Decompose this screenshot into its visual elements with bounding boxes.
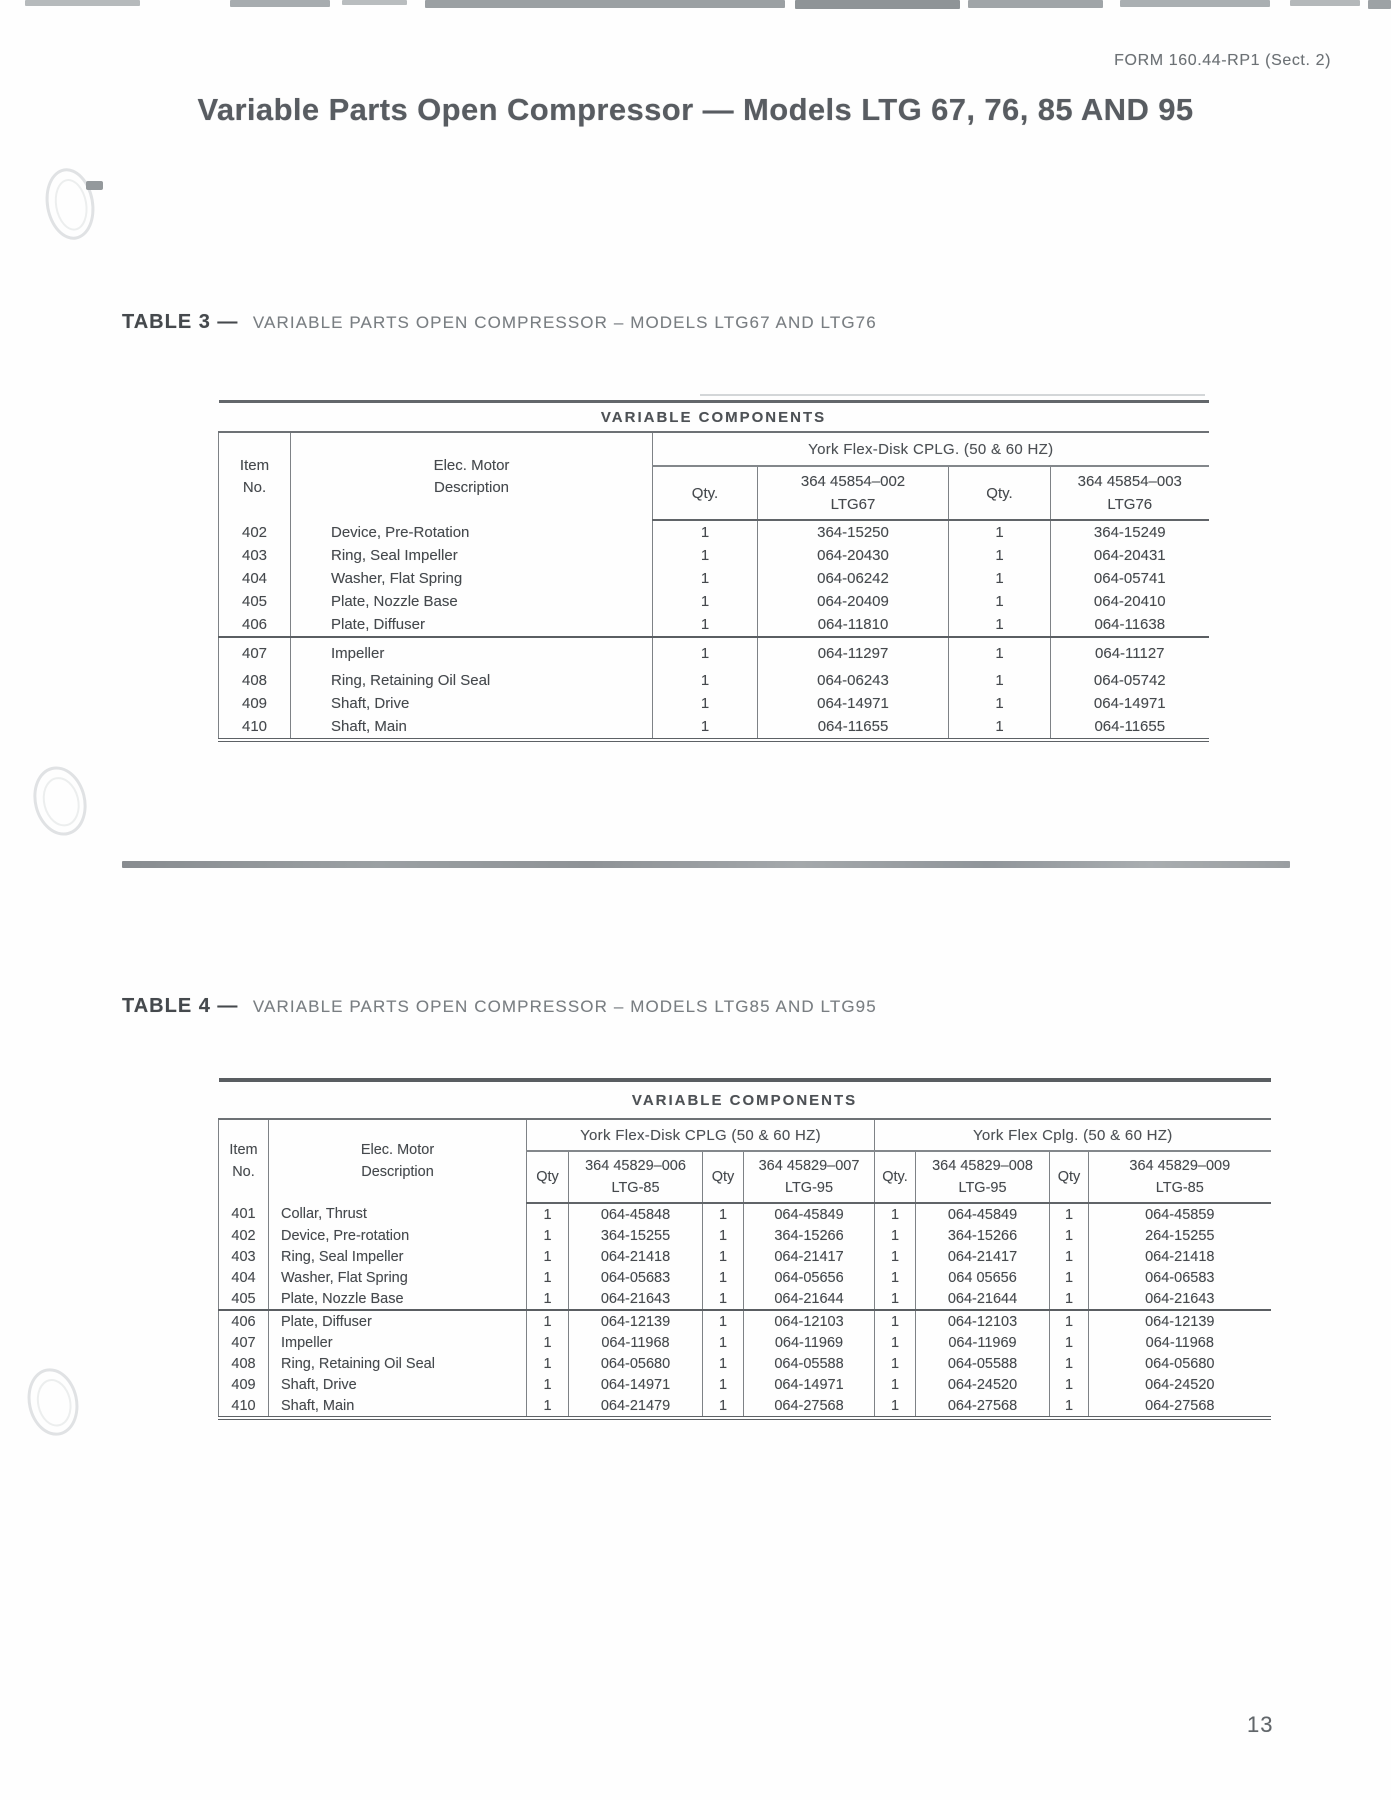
table-row (219, 544, 1209, 567)
cell-description: Plate, Nozzle Base (291, 590, 653, 613)
cell-qty: 1 (703, 1246, 744, 1267)
cell-qty: 1 (1050, 1310, 1089, 1332)
cell-part-number: 064-06242 (758, 567, 949, 590)
cell-qty: 1 (527, 1310, 569, 1332)
table4-caption-text: VARIABLE PARTS OPEN COMPRESSOR – MODELS LTG85 AND LTG95 (252, 997, 877, 1016)
cell-qty: 1 (653, 544, 758, 567)
cell-qty: 1 (653, 613, 758, 637)
cell-part-number: 364-15266 (916, 1225, 1050, 1246)
cell-description: Shaft, Drive (269, 1374, 527, 1395)
cell-part-number: 064-24520 (1089, 1374, 1271, 1395)
col-group-header: York Flex-Disk CPLG (50 & 60 HZ) (527, 1119, 875, 1151)
cell-qty: 1 (875, 1353, 916, 1374)
cell-item-no: 407 (219, 637, 291, 669)
cell-part-number: 064-11127 (1051, 637, 1209, 669)
col-group-header: York Flex Cplg. (50 & 60 HZ) (875, 1119, 1271, 1151)
cell-description: Collar, Thrust (269, 1203, 527, 1225)
cell-part-number: 064-11968 (569, 1332, 703, 1353)
cell-part-number: 064-21643 (1089, 1288, 1271, 1310)
page-title: Variable Parts Open Compressor — Models LTG 67, 76, 85 AND 95 (197, 92, 1194, 127)
col-header-part: 364 45854–003 LTG76 (1051, 466, 1209, 520)
cell-item-no: 406 (219, 1310, 269, 1332)
table-row (219, 613, 1209, 637)
cell-qty: 1 (703, 1310, 744, 1332)
cell-qty: 1 (1050, 1225, 1089, 1246)
scan-artifact (25, 0, 140, 6)
table4-variable-components (218, 1078, 1271, 1420)
table3-caption (122, 311, 877, 334)
cell-part-number: 064-05683 (569, 1267, 703, 1288)
cell-qty: 1 (527, 1225, 569, 1246)
cell-qty: 1 (527, 1374, 569, 1395)
cell-part-number: 064-12139 (569, 1310, 703, 1332)
cell-part-number: 064-21644 (916, 1288, 1050, 1310)
cell-qty: 1 (703, 1332, 744, 1353)
cell-part-number: 064-14971 (744, 1374, 875, 1395)
col-header-part: 364 45854–002 LTG67 (758, 466, 949, 520)
cell-qty: 1 (875, 1288, 916, 1310)
cell-qty: 1 (875, 1267, 916, 1288)
table-row (219, 637, 1209, 669)
col-header-description: Elec. Motor Description (291, 432, 653, 520)
cell-part-number: 064-27568 (916, 1395, 1050, 1418)
col-header-part: 364 45829–007 LTG-95 (744, 1151, 875, 1203)
cell-qty: 1 (653, 692, 758, 715)
cell-description: Device, Pre-rotation (269, 1225, 527, 1246)
cell-qty: 1 (875, 1225, 916, 1246)
scan-artifact (968, 0, 1103, 8)
cell-part-number: 064 05656 (916, 1267, 1050, 1288)
table-row (219, 1203, 1271, 1225)
cell-part-number: 064-14971 (1051, 692, 1209, 715)
cell-qty: 1 (527, 1395, 569, 1418)
col-header-item-no: Item No. (219, 432, 291, 520)
cell-item-no: 409 (219, 692, 291, 715)
scan-artifact (1368, 0, 1391, 9)
section-divider-rule (122, 861, 1290, 868)
cell-description: Shaft, Main (291, 715, 653, 740)
cell-part-number: 064-12103 (916, 1310, 1050, 1332)
cell-description: Plate, Diffuser (269, 1310, 527, 1332)
scan-artifact (230, 0, 330, 7)
cell-part-number: 064-12103 (744, 1310, 875, 1332)
cell-item-no: 401 (219, 1203, 269, 1225)
cell-part-number: 064-11655 (1051, 715, 1209, 740)
table-row (219, 692, 1209, 715)
cell-qty: 1 (875, 1395, 916, 1418)
cell-qty: 1 (527, 1288, 569, 1310)
table3-caption-label: TABLE 3 — (122, 311, 239, 333)
cell-item-no: 404 (219, 1267, 269, 1288)
cell-part-number: 064-45848 (569, 1203, 703, 1225)
cell-qty: 1 (653, 520, 758, 544)
cell-qty: 1 (703, 1225, 744, 1246)
cell-qty: 1 (875, 1374, 916, 1395)
table-row (219, 1395, 1271, 1418)
cell-description: Shaft, Main (269, 1395, 527, 1418)
binder-hole-artifact (40, 164, 100, 243)
cell-part-number: 064-05680 (1089, 1353, 1271, 1374)
cell-part-number: 064-06243 (758, 669, 949, 692)
cell-item-no: 404 (219, 567, 291, 590)
cell-description: Plate, Nozzle Base (269, 1288, 527, 1310)
cell-part-number: 064-11810 (758, 613, 949, 637)
cell-item-no: 403 (219, 1246, 269, 1267)
scan-artifact (700, 394, 1205, 396)
cell-item-no: 402 (219, 520, 291, 544)
col-header-qty: Qty. (653, 466, 758, 520)
cell-description: Washer, Flat Spring (291, 567, 653, 590)
cell-description: Impeller (291, 637, 653, 669)
table-row (219, 715, 1209, 740)
cell-description: Ring, Retaining Oil Seal (269, 1353, 527, 1374)
binder-hole-artifact (26, 761, 93, 842)
cell-part-number: 064-21643 (569, 1288, 703, 1310)
col-header-qty: Qty (1050, 1151, 1089, 1203)
cell-qty: 1 (949, 590, 1051, 613)
cell-item-no: 405 (219, 1288, 269, 1310)
scan-artifact (795, 0, 960, 9)
col-header-qty: Qty. (875, 1151, 916, 1203)
cell-qty: 1 (527, 1332, 569, 1353)
cell-qty: 1 (703, 1374, 744, 1395)
cell-qty: 1 (1050, 1395, 1089, 1418)
cell-part-number: 064-11969 (744, 1332, 875, 1353)
cell-qty: 1 (1050, 1374, 1089, 1395)
table-row (219, 1310, 1271, 1332)
col-header-part: 364 45829–008 LTG-95 (916, 1151, 1050, 1203)
cell-qty: 1 (653, 590, 758, 613)
cell-qty: 1 (1050, 1246, 1089, 1267)
table-row (219, 567, 1209, 590)
scan-artifact (1120, 0, 1270, 7)
cell-part-number: 064-05742 (1051, 669, 1209, 692)
cell-part-number: 064-12139 (1089, 1310, 1271, 1332)
cell-qty: 1 (875, 1332, 916, 1353)
col-header-qty: Qty. (949, 466, 1051, 520)
table4-caption-label: TABLE 4 — (122, 995, 239, 1017)
binder-hole-artifact (21, 1364, 84, 1441)
table4-body (219, 1203, 1271, 1418)
cell-part-number: 064-05741 (1051, 567, 1209, 590)
cell-part-number: 064-20430 (758, 544, 949, 567)
table-row (219, 1246, 1271, 1267)
cell-part-number: 064-14971 (569, 1374, 703, 1395)
table-row (219, 1288, 1271, 1310)
cell-qty: 1 (1050, 1353, 1089, 1374)
cell-part-number: 364-15249 (1051, 520, 1209, 544)
scan-artifact (425, 0, 785, 8)
cell-qty: 1 (949, 692, 1051, 715)
cell-qty: 1 (949, 520, 1051, 544)
cell-item-no: 402 (219, 1225, 269, 1246)
cell-description: Ring, Seal Impeller (291, 544, 653, 567)
cell-part-number: 064-20431 (1051, 544, 1209, 567)
cell-part-number: 064-14971 (758, 692, 949, 715)
cell-part-number: 064-06583 (1089, 1267, 1271, 1288)
cell-description: Washer, Flat Spring (269, 1267, 527, 1288)
col-header-qty: Qty (703, 1151, 744, 1203)
cell-description: Impeller (269, 1332, 527, 1353)
cell-qty: 1 (949, 567, 1051, 590)
cell-part-number: 064-05680 (569, 1353, 703, 1374)
cell-part-number: 064-11655 (758, 715, 949, 740)
cell-item-no: 408 (219, 669, 291, 692)
page-number: 13 (1247, 1712, 1274, 1737)
cell-qty: 1 (703, 1267, 744, 1288)
cell-qty: 1 (527, 1353, 569, 1374)
cell-part-number: 364-15266 (744, 1225, 875, 1246)
cell-part-number: 064-11968 (1089, 1332, 1271, 1353)
cell-qty: 1 (949, 613, 1051, 637)
cell-description: Device, Pre-Rotation (291, 520, 653, 544)
cell-description: Shaft, Drive (291, 692, 653, 715)
cell-qty: 1 (1050, 1267, 1089, 1288)
binder-hole-artifact (86, 181, 103, 190)
cell-part-number: 264-15255 (1089, 1225, 1271, 1246)
cell-part-number: 064-21418 (569, 1246, 703, 1267)
table-banner: VARIABLE COMPONENTS (219, 1080, 1271, 1119)
col-header-qty: Qty (527, 1151, 569, 1203)
cell-qty: 1 (703, 1395, 744, 1418)
cell-qty: 1 (527, 1203, 569, 1225)
cell-part-number: 064-11969 (916, 1332, 1050, 1353)
table-row (219, 669, 1209, 692)
cell-part-number: 364-15255 (569, 1225, 703, 1246)
col-header-part: 364 45829–006 LTG-85 (569, 1151, 703, 1203)
cell-part-number: 064-27568 (1089, 1395, 1271, 1418)
scan-artifact (1290, 0, 1360, 6)
table-row (219, 1267, 1271, 1288)
cell-part-number: 064-45849 (744, 1203, 875, 1225)
col-group-header: York Flex-Disk CPLG. (50 & 60 HZ) (653, 432, 1209, 466)
cell-part-number: 064-11638 (1051, 613, 1209, 637)
cell-item-no: 408 (219, 1353, 269, 1374)
cell-qty: 1 (875, 1246, 916, 1267)
table-row (219, 1353, 1271, 1374)
table3-variable-components (218, 400, 1209, 742)
cell-part-number: 064-20410 (1051, 590, 1209, 613)
cell-part-number: 064-24520 (916, 1374, 1050, 1395)
cell-description: Ring, Seal Impeller (269, 1246, 527, 1267)
col-header-item-no: Item No. (219, 1119, 269, 1203)
table4-caption (122, 995, 877, 1018)
cell-item-no: 405 (219, 590, 291, 613)
cell-part-number: 064-21417 (744, 1246, 875, 1267)
cell-qty: 1 (1050, 1332, 1089, 1353)
col-header-part: 364 45829–009 LTG-85 (1089, 1151, 1271, 1203)
table-row (219, 1374, 1271, 1395)
cell-qty: 1 (949, 544, 1051, 567)
scan-artifact (342, 0, 407, 5)
cell-qty: 1 (527, 1267, 569, 1288)
cell-item-no: 410 (219, 715, 291, 740)
table-row (219, 520, 1209, 544)
cell-part-number: 064-21417 (916, 1246, 1050, 1267)
cell-item-no: 407 (219, 1332, 269, 1353)
cell-item-no: 406 (219, 613, 291, 637)
col-header-description: Elec. Motor Description (269, 1119, 527, 1203)
cell-qty: 1 (875, 1203, 916, 1225)
cell-part-number: 064-05588 (744, 1353, 875, 1374)
table-banner-row (219, 1080, 1271, 1119)
table-row (219, 590, 1209, 613)
cell-qty: 1 (527, 1246, 569, 1267)
table3-caption-text: VARIABLE PARTS OPEN COMPRESSOR – MODELS LTG67 AND LTG76 (252, 313, 877, 332)
cell-qty: 1 (703, 1203, 744, 1225)
table-header-row (219, 1119, 1271, 1151)
cell-item-no: 403 (219, 544, 291, 567)
cell-part-number: 064-21644 (744, 1288, 875, 1310)
cell-part-number: 064-45849 (916, 1203, 1050, 1225)
cell-part-number: 064-21418 (1089, 1246, 1271, 1267)
cell-qty: 1 (949, 715, 1051, 740)
table-banner: VARIABLE COMPONENTS (219, 402, 1209, 433)
cell-part-number: 064-11297 (758, 637, 949, 669)
cell-part-number: 364-15250 (758, 520, 949, 544)
cell-qty: 1 (703, 1288, 744, 1310)
cell-part-number: 064-45859 (1089, 1203, 1271, 1225)
cell-item-no: 409 (219, 1374, 269, 1395)
cell-qty: 1 (875, 1310, 916, 1332)
form-number: FORM 160.44-RP1 (Sect. 2) (1114, 52, 1331, 69)
table-banner-row (219, 402, 1209, 433)
cell-item-no: 410 (219, 1395, 269, 1418)
cell-qty: 1 (703, 1353, 744, 1374)
cell-part-number: 064-21479 (569, 1395, 703, 1418)
cell-part-number: 064-20409 (758, 590, 949, 613)
cell-part-number: 064-27568 (744, 1395, 875, 1418)
cell-qty: 1 (653, 637, 758, 669)
cell-qty: 1 (949, 637, 1051, 669)
cell-part-number: 064-05656 (744, 1267, 875, 1288)
table3-body (219, 520, 1209, 740)
cell-description: Ring, Retaining Oil Seal (291, 669, 653, 692)
cell-description: Plate, Diffuser (291, 613, 653, 637)
cell-qty: 1 (1050, 1203, 1089, 1225)
cell-qty: 1 (949, 669, 1051, 692)
cell-part-number: 064-05588 (916, 1353, 1050, 1374)
cell-qty: 1 (653, 567, 758, 590)
table-header-row (219, 432, 1209, 466)
cell-qty: 1 (1050, 1288, 1089, 1310)
table-row (219, 1225, 1271, 1246)
table-row (219, 1332, 1271, 1353)
cell-qty: 1 (653, 715, 758, 740)
cell-qty: 1 (653, 669, 758, 692)
